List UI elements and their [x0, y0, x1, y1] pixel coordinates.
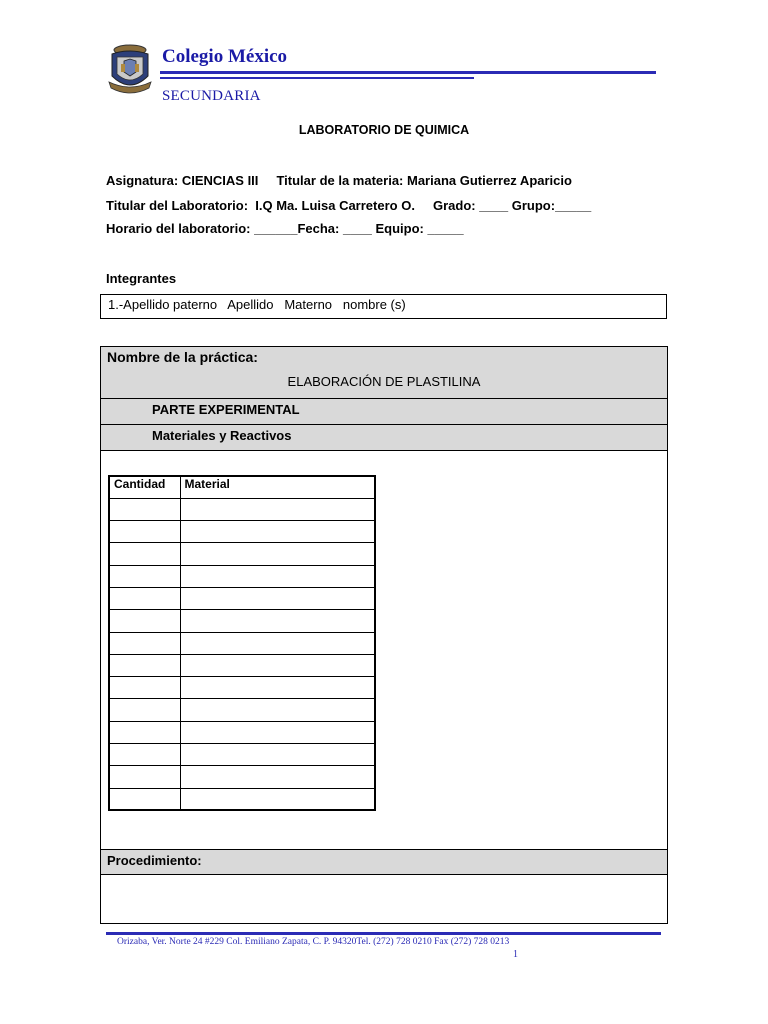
quantity-cell[interactable]: [109, 610, 180, 632]
procedure-band: [101, 849, 667, 875]
quantity-cell[interactable]: [109, 543, 180, 565]
procedure-label: Procedimiento:: [107, 853, 202, 868]
footer-rule: [106, 932, 661, 935]
column-header-cantidad: Cantidad: [109, 476, 180, 498]
table-header-row: [109, 476, 375, 498]
materials-band: [101, 425, 667, 451]
page-number: 1: [513, 949, 518, 960]
quantity-cell[interactable]: [109, 699, 180, 721]
procedure-field[interactable]: [101, 875, 667, 923]
quantity-cell[interactable]: [109, 654, 180, 676]
material-cell[interactable]: [180, 498, 375, 520]
experimental-band: [101, 399, 667, 425]
material-cell[interactable]: [180, 766, 375, 788]
table-row: [109, 654, 375, 676]
header-rule-thick: [160, 71, 656, 74]
document-title: LABORATORIO DE QUIMICA: [298, 123, 470, 137]
quantity-cell[interactable]: [109, 521, 180, 543]
table-row: [109, 699, 375, 721]
table-row: [109, 498, 375, 520]
table-row: [109, 744, 375, 766]
footer-address: Orizaba, Ver. Norte 24 #229 Col. Emiliano Zapata, C. P. 94320Tel. (272) 728 0210 Fax (272) 728 0213: [117, 937, 510, 947]
practice-name-label: Nombre de la práctica:: [107, 349, 258, 365]
table-row: [109, 677, 375, 699]
practice-name-band: [101, 347, 667, 399]
material-cell[interactable]: [180, 632, 375, 654]
quantity-cell[interactable]: [109, 632, 180, 654]
table-row: [109, 721, 375, 743]
quantity-cell[interactable]: [109, 788, 180, 810]
practice-name-value: ELABORACIÓN DE PLASTILINA: [287, 374, 481, 389]
quantity-cell[interactable]: [109, 744, 180, 766]
material-cell[interactable]: [180, 587, 375, 609]
material-cell[interactable]: [180, 543, 375, 565]
school-name: Colegio México: [162, 46, 288, 67]
table-row: [109, 766, 375, 788]
materials-table: [108, 475, 376, 811]
table-row: [109, 788, 375, 810]
material-cell[interactable]: [180, 654, 375, 676]
school-crest-logo: [107, 42, 153, 98]
members-label: Integrantes: [106, 271, 177, 286]
material-cell[interactable]: [180, 521, 375, 543]
material-cell[interactable]: [180, 677, 375, 699]
table-row: [109, 610, 375, 632]
quantity-cell[interactable]: [109, 565, 180, 587]
material-cell[interactable]: [180, 788, 375, 810]
table-row: [109, 587, 375, 609]
material-cell[interactable]: [180, 721, 375, 743]
material-cell[interactable]: [180, 565, 375, 587]
table-row: [109, 565, 375, 587]
material-cell[interactable]: [180, 744, 375, 766]
experimental-label: PARTE EXPERIMENTAL: [152, 402, 300, 417]
schedule-line: Horario del laboratorio: ______Fecha: ____ Equipo: _____: [106, 221, 464, 236]
quantity-cell[interactable]: [109, 766, 180, 788]
members-row-text: 1.-Apellido paterno Apellido Materno nombre (s): [108, 297, 406, 312]
column-header-material: Material: [180, 476, 375, 498]
header-rule-thin: [160, 77, 474, 79]
table-row: [109, 521, 375, 543]
school-subtitle: SECUNDARIA: [162, 88, 261, 104]
material-cell[interactable]: [180, 610, 375, 632]
members-field[interactable]: [100, 294, 667, 319]
quantity-cell[interactable]: [109, 498, 180, 520]
quantity-cell[interactable]: [109, 721, 180, 743]
practice-section: [100, 346, 668, 924]
table-row: [109, 543, 375, 565]
table-row: [109, 632, 375, 654]
material-cell[interactable]: [180, 699, 375, 721]
subject-line: Asignatura: CIENCIAS III Titular de la materia: Mariana Gutierrez Aparicio: [106, 173, 572, 188]
materials-label: Materiales y Reactivos: [152, 428, 292, 443]
quantity-cell[interactable]: [109, 587, 180, 609]
lab-holder-line: Titular del Laboratorio: I.Q Ma. Luisa Carretero O. Grado: ____ Grupo:_____: [106, 198, 592, 213]
quantity-cell[interactable]: [109, 677, 180, 699]
